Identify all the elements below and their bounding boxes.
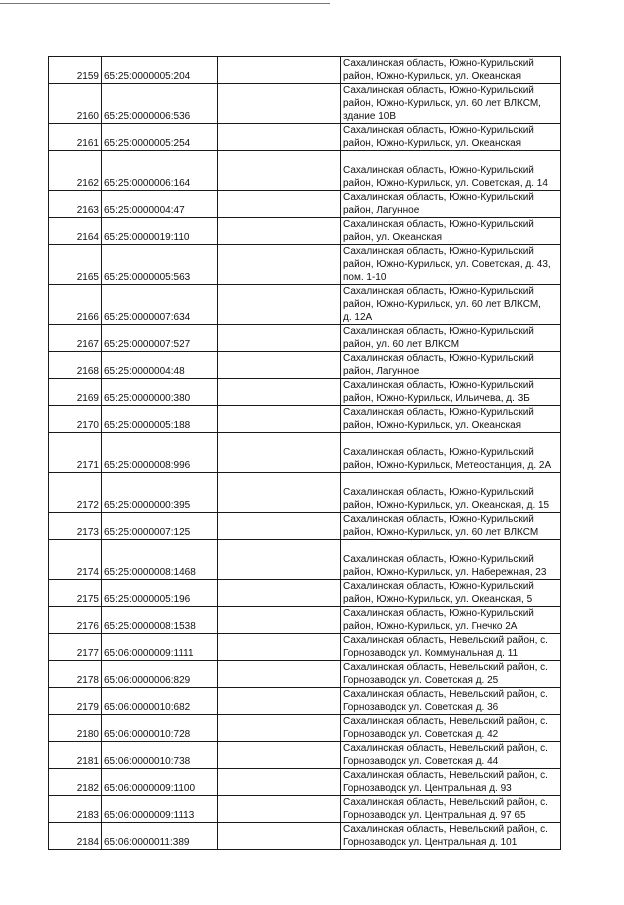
row-number-cell: 2184 xyxy=(49,823,102,850)
address-line: район, Южно-Курильск, ул. 60 лет ВЛКСМ, xyxy=(343,299,541,310)
cadastral-number-cell: 65:06:0000009:1100 xyxy=(102,769,218,796)
address-line: пом. 1-10 xyxy=(343,272,387,283)
empty-cell xyxy=(218,245,341,285)
cadastral-number-cell: 65:25:0000005:204 xyxy=(102,57,218,84)
address-line: район, Южно-Курильск, ул. Океанская xyxy=(343,420,522,431)
empty-cell xyxy=(218,769,341,796)
empty-cell xyxy=(218,715,341,742)
table-row xyxy=(49,124,561,151)
table-row xyxy=(49,285,561,325)
address-line: Сахалинская область, Южно-Курильский xyxy=(343,192,534,203)
empty-cell xyxy=(218,325,341,352)
cadastral-number-cell: 65:25:0000005:188 xyxy=(102,406,218,433)
address-line: д. 12А xyxy=(343,312,373,323)
address-line: район, Южно-Курильск, Метеостанция, д. 2А xyxy=(343,460,552,471)
address-cell xyxy=(341,352,561,379)
address-cell xyxy=(341,540,561,580)
address-line: Горнозаводск ул. Советская д. 36 xyxy=(343,702,499,713)
empty-cell xyxy=(218,473,341,513)
scan-top-line xyxy=(0,3,330,4)
table-row xyxy=(49,57,561,84)
address-line: Сахалинская область, Южно-Курильский xyxy=(343,581,534,592)
address-line: район, Южно-Курильск, ул. Океанская xyxy=(343,138,522,149)
table-row xyxy=(49,661,561,688)
address-line: район, Южно-Курильск, ул. Набережная, 23 xyxy=(343,567,547,578)
empty-cell xyxy=(218,84,341,124)
address-cell xyxy=(341,245,561,285)
address-cell xyxy=(341,661,561,688)
table-row xyxy=(49,769,561,796)
row-number-cell: 2166 xyxy=(49,285,102,325)
cadastral-number-cell: 65:06:0000009:1111 xyxy=(102,634,218,661)
address-cell xyxy=(341,433,561,473)
table-row xyxy=(49,513,561,540)
table-row xyxy=(49,191,561,218)
empty-cell xyxy=(218,57,341,84)
address-line: Сахалинская область, Южно-Курильский xyxy=(343,326,534,337)
empty-cell xyxy=(218,823,341,850)
address-cell xyxy=(341,84,561,124)
cadastral-number-cell: 65:25:0000019:110 xyxy=(102,218,218,245)
address-line: Сахалинская область, Южно-Курильский xyxy=(343,487,534,498)
row-number-cell: 2178 xyxy=(49,661,102,688)
address-line: район, Лагунное xyxy=(343,205,420,216)
address-cell xyxy=(341,218,561,245)
table-row xyxy=(49,151,561,191)
address-cell xyxy=(341,607,561,634)
address-line: Сахалинская область, Невельский район, с. xyxy=(343,662,548,673)
address-cell xyxy=(341,742,561,769)
empty-cell xyxy=(218,218,341,245)
address-line: район, Южно-Курильск, ул. Океанская, д. 15 xyxy=(343,500,550,511)
address-cell xyxy=(341,406,561,433)
address-line: Сахалинская область, Южно-Курильский xyxy=(343,85,534,96)
empty-cell xyxy=(218,151,341,191)
empty-cell xyxy=(218,379,341,406)
row-number-cell: 2171 xyxy=(49,433,102,473)
address-cell xyxy=(341,715,561,742)
row-number-cell: 2165 xyxy=(49,245,102,285)
address-line: Сахалинская область, Невельский район, с. xyxy=(343,770,548,781)
row-number-cell: 2183 xyxy=(49,796,102,823)
cadastral-number-cell: 65:25:0000000:395 xyxy=(102,473,218,513)
empty-cell xyxy=(218,634,341,661)
row-number-cell: 2181 xyxy=(49,742,102,769)
address-cell xyxy=(341,688,561,715)
address-line xyxy=(343,540,558,553)
address-line: район, Южно-Курильск, ул. Советская, д. 14 xyxy=(343,178,548,189)
address-line: Сахалинская область, Южно-Курильский xyxy=(343,380,534,391)
table-row xyxy=(49,796,561,823)
row-number-cell: 2172 xyxy=(49,473,102,513)
address-cell xyxy=(341,379,561,406)
row-number-cell: 2176 xyxy=(49,607,102,634)
cadastral-number-cell: 65:25:0000004:47 xyxy=(102,191,218,218)
address-line: Сахалинская область, Невельский район, с. xyxy=(343,716,548,727)
address-line: Сахалинская область, Южно-Курильский xyxy=(343,246,534,257)
row-number-cell: 2161 xyxy=(49,124,102,151)
empty-cell xyxy=(218,796,341,823)
cadastral-number-cell: 65:25:0000004:48 xyxy=(102,352,218,379)
row-number-cell: 2162 xyxy=(49,151,102,191)
row-number-cell: 2167 xyxy=(49,325,102,352)
address-cell xyxy=(341,580,561,607)
empty-cell xyxy=(218,406,341,433)
row-number-cell: 2174 xyxy=(49,540,102,580)
address-line: район, ул. 60 лет ВЛКСМ xyxy=(343,339,460,350)
empty-cell xyxy=(218,688,341,715)
table-row xyxy=(49,379,561,406)
address-line: здание 10В xyxy=(343,111,397,122)
row-number-cell: 2164 xyxy=(49,218,102,245)
row-number-cell: 2170 xyxy=(49,406,102,433)
document-page xyxy=(48,56,560,850)
address-line: район, Южно-Курильск, ул. Океанская, 5 xyxy=(343,594,533,605)
address-line: Горнозаводск ул. Советская д. 44 xyxy=(343,756,499,767)
table-body xyxy=(49,57,561,850)
cadastral-number-cell: 65:25:0000007:634 xyxy=(102,285,218,325)
cadastral-number-cell: 65:25:0000006:536 xyxy=(102,84,218,124)
address-line: Сахалинская область, Южно-Курильский xyxy=(343,353,534,364)
row-number-cell: 2179 xyxy=(49,688,102,715)
address-cell xyxy=(341,191,561,218)
cadastral-number-cell: 65:06:0000010:728 xyxy=(102,715,218,742)
address-line xyxy=(343,151,558,164)
row-number-cell: 2169 xyxy=(49,379,102,406)
address-line: район, Южно-Курильск, ул. 60 лет ВЛКСМ xyxy=(343,527,539,538)
address-cell xyxy=(341,634,561,661)
address-line: Сахалинская область, Южно-Курильский xyxy=(343,608,534,619)
empty-cell xyxy=(218,540,341,580)
empty-cell xyxy=(218,513,341,540)
table-row xyxy=(49,742,561,769)
address-line: Сахалинская область, Невельский район, с. xyxy=(343,743,548,754)
table-row xyxy=(49,84,561,124)
table-row xyxy=(49,715,561,742)
empty-cell xyxy=(218,580,341,607)
address-cell xyxy=(341,151,561,191)
table-row xyxy=(49,580,561,607)
address-line: Горнозаводск ул. Центральная д. 97 65 xyxy=(343,810,526,821)
address-line: Горнозаводск ул. Советская д. 25 xyxy=(343,675,499,686)
cadastral-number-cell: 65:06:0000010:682 xyxy=(102,688,218,715)
row-number-cell: 2173 xyxy=(49,513,102,540)
address-cell xyxy=(341,285,561,325)
table-row xyxy=(49,218,561,245)
address-line: Горнозаводск ул. Центральная д. 93 xyxy=(343,783,512,794)
property-register-table xyxy=(48,56,561,850)
cadastral-number-cell: 65:25:0000007:125 xyxy=(102,513,218,540)
address-line: район, Южно-Курильск, ул. 60 лет ВЛКСМ, xyxy=(343,98,541,109)
row-number-cell: 2160 xyxy=(49,84,102,124)
row-number-cell: 2175 xyxy=(49,580,102,607)
cadastral-number-cell: 65:06:0000006:829 xyxy=(102,661,218,688)
cadastral-number-cell: 65:06:0000010:738 xyxy=(102,742,218,769)
address-line: Сахалинская область, Южно-Курильский xyxy=(343,286,534,297)
empty-cell xyxy=(218,433,341,473)
address-line: Сахалинская область, Невельский район, с. xyxy=(343,824,548,835)
row-number-cell: 2159 xyxy=(49,57,102,84)
cadastral-number-cell: 65:06:0000011:389 xyxy=(102,823,218,850)
address-line: Сахалинская область, Южно-Курильский xyxy=(343,407,534,418)
cadastral-number-cell: 65:25:0000005:254 xyxy=(102,124,218,151)
address-cell xyxy=(341,796,561,823)
address-cell xyxy=(341,823,561,850)
empty-cell xyxy=(218,742,341,769)
table-row xyxy=(49,540,561,580)
address-cell xyxy=(341,473,561,513)
address-line xyxy=(343,433,558,446)
table-row xyxy=(49,325,561,352)
address-line: Горнозаводск ул. Центральная д. 101 xyxy=(343,837,518,848)
address-line: Сахалинская область, Невельский район, с. xyxy=(343,635,548,646)
table-row xyxy=(49,406,561,433)
address-cell xyxy=(341,325,561,352)
row-number-cell: 2180 xyxy=(49,715,102,742)
address-line: Сахалинская область, Южно-Курильский xyxy=(343,554,534,565)
table-row xyxy=(49,634,561,661)
address-line: Сахалинская область, Южно-Курильский xyxy=(343,165,534,176)
empty-cell xyxy=(218,124,341,151)
address-line: Горнозаводск ул. Коммунальная д. 11 xyxy=(343,648,519,659)
cadastral-number-cell: 65:25:0000005:563 xyxy=(102,245,218,285)
address-line: Сахалинская область, Южно-Курильский xyxy=(343,125,534,136)
address-line: район, Южно-Курильск, ул. Океанская xyxy=(343,71,522,82)
table-row xyxy=(49,245,561,285)
row-number-cell: 2168 xyxy=(49,352,102,379)
address-line xyxy=(343,473,558,486)
address-line: Сахалинская область, Южно-Курильский xyxy=(343,58,534,69)
cadastral-number-cell: 65:25:0000008:996 xyxy=(102,433,218,473)
empty-cell xyxy=(218,285,341,325)
cadastral-number-cell: 65:25:0000005:196 xyxy=(102,580,218,607)
address-cell xyxy=(341,57,561,84)
cadastral-number-cell: 65:25:0000007:527 xyxy=(102,325,218,352)
table-row xyxy=(49,688,561,715)
cadastral-number-cell: 65:25:0000008:1468 xyxy=(102,540,218,580)
table-row xyxy=(49,473,561,513)
address-line: район, ул. Океанская xyxy=(343,232,443,243)
address-line: Сахалинская область, Южно-Курильский xyxy=(343,219,534,230)
cadastral-number-cell: 65:25:0000008:1538 xyxy=(102,607,218,634)
address-line: район, Южно-Курильск, ул. Советская, д. 43, xyxy=(343,259,551,270)
cadastral-number-cell: 65:25:0000006:164 xyxy=(102,151,218,191)
row-number-cell: 2163 xyxy=(49,191,102,218)
address-line: Сахалинская область, Невельский район, с. xyxy=(343,797,548,808)
empty-cell xyxy=(218,607,341,634)
empty-cell xyxy=(218,661,341,688)
address-line: Сахалинская область, Невельский район, с. xyxy=(343,689,548,700)
address-line: район, Южно-Курильск, Ильичева, д. 3Б xyxy=(343,393,530,404)
address-line: район, Южно-Курильск, ул. Гнечко 2А xyxy=(343,621,518,632)
table-row xyxy=(49,607,561,634)
address-cell xyxy=(341,769,561,796)
cadastral-number-cell: 65:06:0000009:1113 xyxy=(102,796,218,823)
address-line: Сахалинская область, Южно-Курильский xyxy=(343,514,534,525)
row-number-cell: 2182 xyxy=(49,769,102,796)
address-line: Сахалинская область, Южно-Курильский xyxy=(343,447,534,458)
address-cell xyxy=(341,124,561,151)
table-row xyxy=(49,352,561,379)
address-cell xyxy=(341,513,561,540)
empty-cell xyxy=(218,191,341,218)
empty-cell xyxy=(218,352,341,379)
table-row xyxy=(49,823,561,850)
table-row xyxy=(49,433,561,473)
address-line: Горнозаводск ул. Советская д. 42 xyxy=(343,729,499,740)
row-number-cell: 2177 xyxy=(49,634,102,661)
cadastral-number-cell: 65:25:0000000:380 xyxy=(102,379,218,406)
address-line: район, Лагунное xyxy=(343,366,420,377)
